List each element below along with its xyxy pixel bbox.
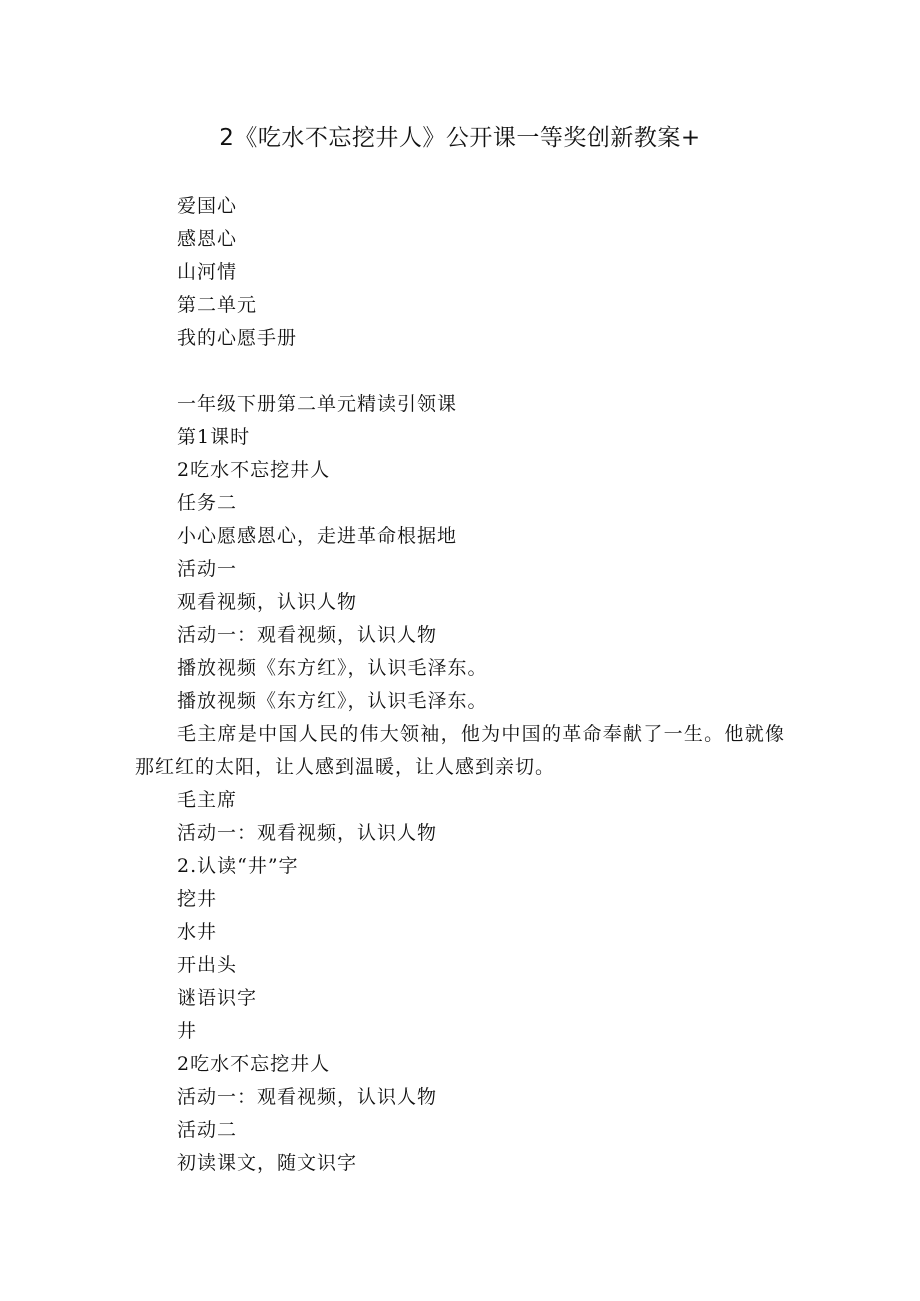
text-line: 2.认读“井”字 <box>177 855 299 877</box>
text-line: 2吃水不忘挖井人 <box>177 1053 331 1075</box>
text-line: 播放视频《东方红》，认识毛泽东。 <box>177 690 488 712</box>
text-line: 开出头 <box>177 954 238 976</box>
text-line: 观看视频，认识人物 <box>177 591 358 613</box>
text-line: 井 <box>177 1020 198 1042</box>
text-line: 活动二 <box>177 1119 238 1141</box>
text-line: 任务二 <box>177 492 238 514</box>
document-title: 2《吃水不忘挖井人》公开课一等奖创新教案+ <box>219 125 701 151</box>
document-body <box>135 190 785 1180</box>
text-line: 谜语识字 <box>177 987 258 1009</box>
text-line: 活动一：观看视频，认识人物 <box>177 1086 438 1108</box>
text-line: 我的心愿手册 <box>177 327 298 349</box>
text-line: 山河情 <box>177 261 238 283</box>
text-line: 爱国心 <box>177 195 238 217</box>
text-line: 播放视频《东方红》，认识毛泽东。 <box>177 657 488 679</box>
text-line: 活动一 <box>177 558 238 580</box>
text-line: 初读课文，随文识字 <box>177 1152 358 1174</box>
text-line: 毛主席 <box>177 789 238 811</box>
text-line: 一年级下册第二单元精读引领课 <box>177 393 458 415</box>
text-line: 活动一：观看视频，认识人物 <box>177 822 438 844</box>
text-line: 2吃水不忘挖井人 <box>177 459 331 481</box>
text-line: 活动一：观看视频，认识人物 <box>177 624 438 646</box>
text-line: 水井 <box>177 921 218 943</box>
text-line: 感恩心 <box>177 228 238 250</box>
text-line: 小心愿感恩心，走进革命根据地 <box>177 525 458 547</box>
text-line: 挖井 <box>177 888 218 910</box>
text-line: 第1课时 <box>177 426 251 448</box>
paragraph: 毛主席是中国人民的伟大领袖，他为中国的革命奉献了一生。他就像那红红的太阳，让人感到温暖，让人感到亲切。 <box>135 723 785 778</box>
text-line: 第二单元 <box>177 294 258 316</box>
